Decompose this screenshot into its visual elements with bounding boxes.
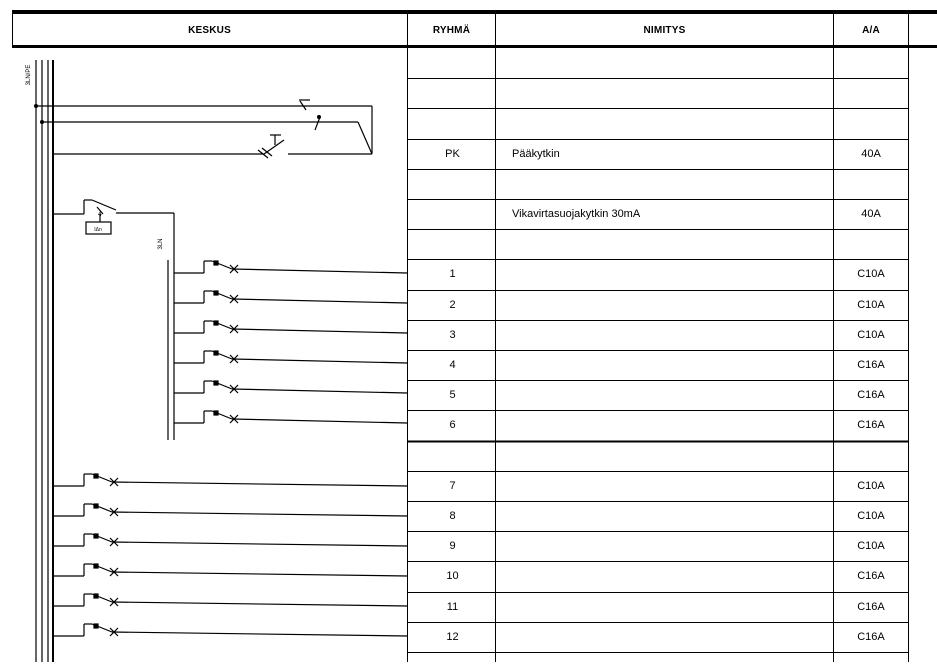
- nimitys-cell: Pääkytkin: [512, 147, 560, 160]
- ryhma-cell: 1: [449, 268, 456, 281]
- aa-cell: 40A: [861, 208, 881, 221]
- branch-breaker: [174, 261, 407, 273]
- sub-busbar-label: 3LN: [158, 238, 164, 250]
- nimitys-cell: [512, 592, 832, 622]
- ryhma-cell: [410, 169, 495, 199]
- header-aa: A/A: [862, 24, 880, 36]
- ryhma-cell: 7: [449, 479, 456, 492]
- ryhma-cell: 6: [449, 419, 456, 432]
- aa-cell: [836, 108, 906, 138]
- ryhma-cell: [410, 441, 495, 471]
- header-nimitys: NIMITYS: [643, 24, 686, 36]
- header-ryhma: RYHMÄ: [432, 24, 471, 36]
- aa-cell: C16A: [857, 630, 885, 643]
- nimitys-cell: [512, 622, 832, 652]
- aa-cell: [836, 78, 906, 108]
- nimitys-cell: [512, 48, 832, 78]
- ryhma-cell: [410, 108, 495, 138]
- aa-cell: C10A: [857, 510, 885, 523]
- nimitys-cell: [512, 561, 832, 591]
- ryhma-cell: 3: [449, 328, 456, 341]
- aa-cell: [836, 48, 906, 78]
- nimitys-cell: [512, 229, 832, 259]
- ryhma-cell: 8: [449, 510, 456, 523]
- nimitys-cell: [512, 531, 832, 561]
- aa-cell: C10A: [857, 298, 885, 311]
- ryhma-cell: [410, 78, 495, 108]
- branch-breaker: [53, 474, 407, 486]
- ryhma-cell: [410, 199, 495, 229]
- nimitys-cell: [512, 471, 832, 501]
- ryhma-cell: 10: [446, 570, 459, 583]
- aa-cell: C16A: [857, 600, 885, 613]
- aa-cell: C10A: [857, 268, 885, 281]
- single-line-diagram: [0, 0, 407, 671]
- branch-breaker: [53, 564, 407, 576]
- ryhma-cell: 4: [449, 359, 456, 372]
- branch-breaker: [174, 381, 407, 393]
- branch-breaker: [53, 624, 407, 636]
- ryhma-cell: 9: [449, 540, 456, 553]
- branch-breaker: [53, 594, 407, 606]
- nimitys-cell: [512, 320, 832, 350]
- nimitys-cell: [512, 501, 832, 531]
- ryhma-cell: 11: [446, 600, 459, 613]
- branch-breaker: [174, 291, 407, 303]
- aa-cell: C10A: [857, 540, 885, 553]
- aa-cell: C10A: [857, 328, 885, 341]
- nimitys-cell: [512, 78, 832, 108]
- aa-cell: C16A: [857, 419, 885, 432]
- nimitys-cell: [512, 108, 832, 138]
- nimitys-cell: [512, 380, 832, 410]
- aa-cell: 40A: [861, 147, 881, 160]
- rcd-pole-mark: 4: [98, 211, 102, 218]
- header-keskus: KESKUS: [188, 24, 231, 36]
- nimitys-cell: [512, 169, 832, 199]
- nimitys-cell: [512, 410, 832, 440]
- ryhma-cell: [410, 229, 495, 259]
- aa-cell: [836, 441, 906, 471]
- aa-cell: [836, 229, 906, 259]
- branch-breaker: [174, 351, 407, 363]
- branch-breaker: [53, 504, 407, 516]
- rcd-delta-label: IΔn: [94, 227, 102, 233]
- aa-cell: [836, 169, 906, 199]
- nimitys-cell: Vikavirtasuojakytkin 30mA: [512, 208, 641, 221]
- branch-breaker: [53, 534, 407, 546]
- nimitys-cell: [512, 350, 832, 380]
- ryhma-cell: 5: [449, 389, 456, 402]
- ryhma-cell: 12: [446, 630, 459, 643]
- branch-breaker: [174, 321, 407, 333]
- ryhma-cell: PK: [445, 147, 460, 160]
- main-busbar-label: 3LN/PE: [26, 64, 32, 86]
- aa-cell: C16A: [857, 570, 885, 583]
- branch-breaker: [174, 411, 407, 423]
- aa-cell: C16A: [857, 359, 885, 372]
- nimitys-cell: [512, 259, 832, 289]
- ryhma-cell: 2: [449, 298, 456, 311]
- aa-cell: C16A: [857, 389, 885, 402]
- ryhma-cell: [410, 48, 495, 78]
- nimitys-cell: [512, 441, 832, 471]
- aa-cell: C10A: [857, 479, 885, 492]
- nimitys-cell: [512, 290, 832, 320]
